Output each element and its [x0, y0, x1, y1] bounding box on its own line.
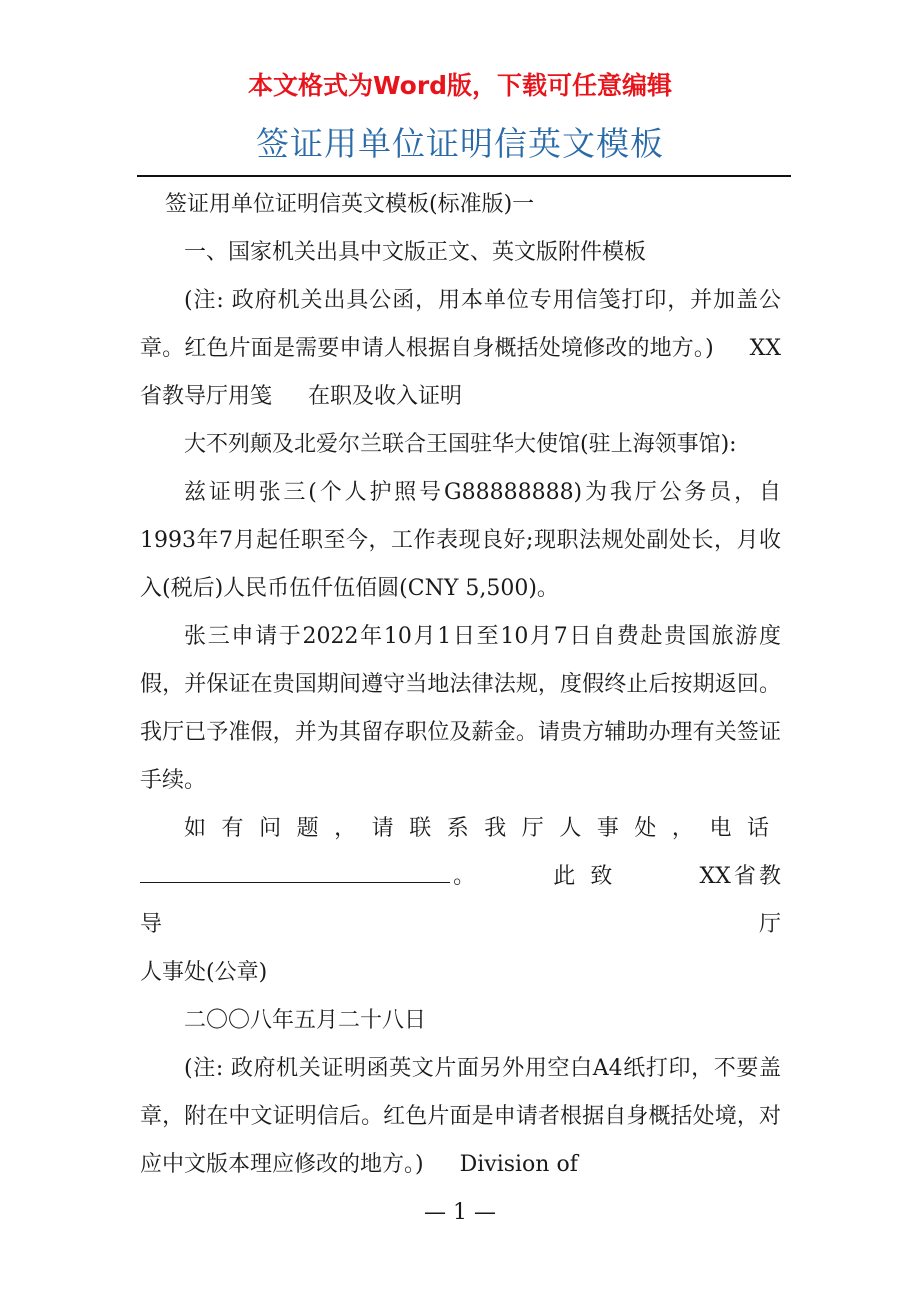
english-note-text: (注: 政府机关证明函英文片面另外用空白A4纸打印，不要盖章，附在中文证明信后。红色片面是申请者根据自身概括处境，对应中文版本理应修改的地方。) — [140, 1056, 781, 1177]
english-note-paragraph — [140, 1045, 781, 1189]
page-number: — 1 — — [424, 1200, 496, 1225]
addressee-paragraph: 大不列颠及北爱尔兰联合王国驻华大使馆(驻上海领事馆): — [184, 432, 737, 457]
letterhead-text: XX省教导厅用笺 — [140, 336, 781, 409]
note-text: (注: 政府机关出具公函，用本单位专用信笺打印，并加盖公章。红色片面是需要申请人根据自身概括处境修改的地方。) — [140, 288, 781, 361]
contact-text: 如有问题，请联系我厅人事处，电话 — [184, 816, 781, 841]
document-body — [140, 181, 781, 1189]
title-divider — [137, 175, 791, 177]
document-title: 签证用单位证明信英文模板 — [256, 124, 664, 163]
signer-department: 人事处(公章) — [140, 960, 268, 985]
division-text: Division of — [459, 1152, 578, 1177]
phone-blank — [140, 862, 450, 883]
travel-paragraph: 张三申请于2022年10月1日至10月7日自费赴贵国旅游度假，并保证在贵国期间遵守当地法律法规，度假终止后按期返回。我厅已予准假，并为其留存职位及薪金。请贵方辅助办理有关签证手续。 — [140, 624, 781, 793]
certificate-heading: 在职及收入证明 — [308, 384, 463, 409]
signer-name: XX省教导厅 — [140, 864, 781, 937]
note-paragraph — [140, 277, 781, 421]
contact-line — [140, 805, 781, 853]
employment-paragraph: 兹证明张三(个人护照号G88888888)为我厅公务员，自1993年7月起任职至今，工作表现良好;现职法规处副处长，月收入(税后)人民币伍仟伍佰圆(CNY 5,500)。 — [140, 480, 781, 601]
section-heading: 一、国家机关出具中文版正文、英文版附件模板 — [184, 240, 647, 265]
closing-salutation: 此致 — [550, 864, 628, 889]
closing-period: 。 — [450, 864, 479, 889]
download-banner: 本文格式为Word版，下载可任意编辑 — [247, 71, 673, 100]
date-line: 二〇〇八年五月二十八日 — [184, 1008, 427, 1033]
closing-line — [140, 853, 781, 949]
subtitle-line: 签证用单位证明信英文模板(标准版)一 — [165, 192, 535, 217]
